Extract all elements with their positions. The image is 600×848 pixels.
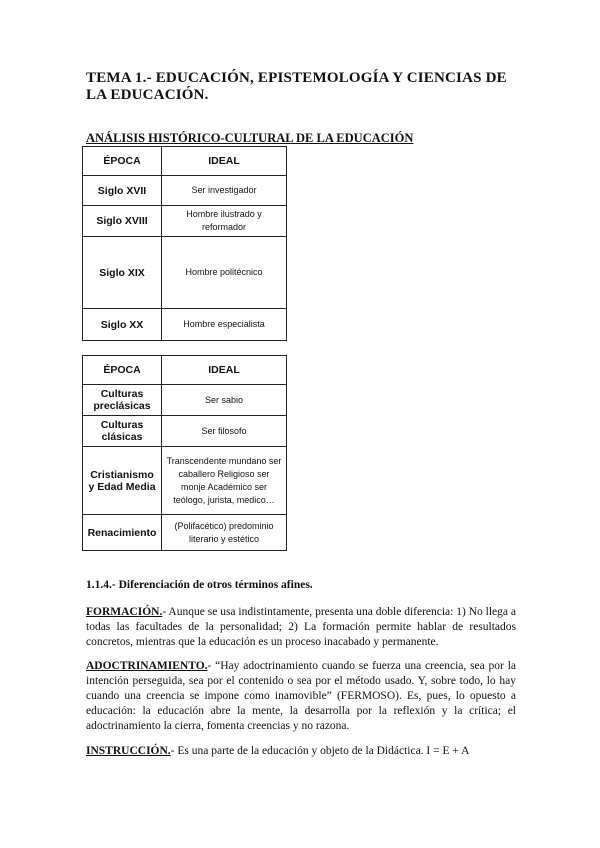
paragraph-instruccion [86, 744, 516, 759]
table-cell: Siglo XX [83, 309, 162, 341]
table-cell: (Polifacético) predominio literario y estético [162, 515, 287, 551]
term-label: INSTRUCCIÓN. [86, 745, 171, 757]
paragraph-formacion [86, 605, 516, 650]
table-cell: Ser filosofo [162, 416, 287, 447]
table-cell: Siglo XVIII [83, 206, 162, 237]
table-cell: Culturas preclásicas [83, 385, 162, 416]
table-historic-centuries [82, 146, 287, 341]
table-cell: Renacimiento [83, 515, 162, 551]
table-cell: Cristianismo y Edad Media [83, 447, 162, 515]
table-cell: Ser sabio [162, 385, 287, 416]
page-title: TEMA 1.- EDUCACIÓN, EPISTEMOLOGÍA Y CIENCIAS DE LA EDUCACIÓN. [86, 70, 507, 103]
table-cell: Hombre politécnico [162, 237, 287, 309]
paragraph-text: - Es una parte de la educación y objeto de la Didáctica. I = E + A [170, 745, 470, 757]
table-cell: Ser investigador [162, 176, 287, 206]
table-historic-cultures [82, 355, 287, 551]
section-heading: 1.1.4.- Diferenciación de otros términos afines. [86, 579, 313, 591]
paragraph-text: - “Hay adoctrinamiento cuando se fuerza una creencia, sea por la intención perseguida, sea por el contenido o sea por el método usado. Y, sobre todo, lo hay cuando una creencia se impone como inamovible” (FERMOSO). Es, pues, lo opuesto a educación: la educación abre la mente, la desarrolla por la reflexión y la crítica; el adoctrinamiento la cierra, fomenta creencias y no razona. [86, 660, 516, 732]
paragraph-text: - Aunque se usa indistintamente, presenta una doble diferencia: 1) No llega a todas las facultades de la personalidad; 2) La formación permite hablar de resultados concretos, mientras que la educación es un proceso inacabado y permanente. [86, 606, 516, 648]
table-cell: Siglo XVII [83, 176, 162, 206]
section-subtitle: ANÁLISIS HISTÓRICO-CULTURAL DE LA EDUCACIÓN [86, 131, 414, 145]
term-label: ADOCTRINAMIENTO. [86, 660, 208, 672]
term-label: FORMACIÓN. [86, 606, 163, 618]
table-cell: Siglo XIX [83, 237, 162, 309]
paragraph-adoctrinamiento [86, 659, 516, 734]
table-header: ÉPOCA [83, 147, 162, 176]
table-header: IDEAL [162, 147, 287, 176]
table-cell: Hombre especialista [162, 309, 287, 341]
table-cell: Culturas clásicas [83, 416, 162, 447]
table-cell: Transcendente mundano ser caballero Religioso ser monje Académico ser teólogo, jurista, medico… [162, 447, 287, 515]
table-cell: Hombre ilustrado y reformador [162, 206, 287, 237]
table-header: ÉPOCA [83, 356, 162, 385]
table-header: IDEAL [162, 356, 287, 385]
